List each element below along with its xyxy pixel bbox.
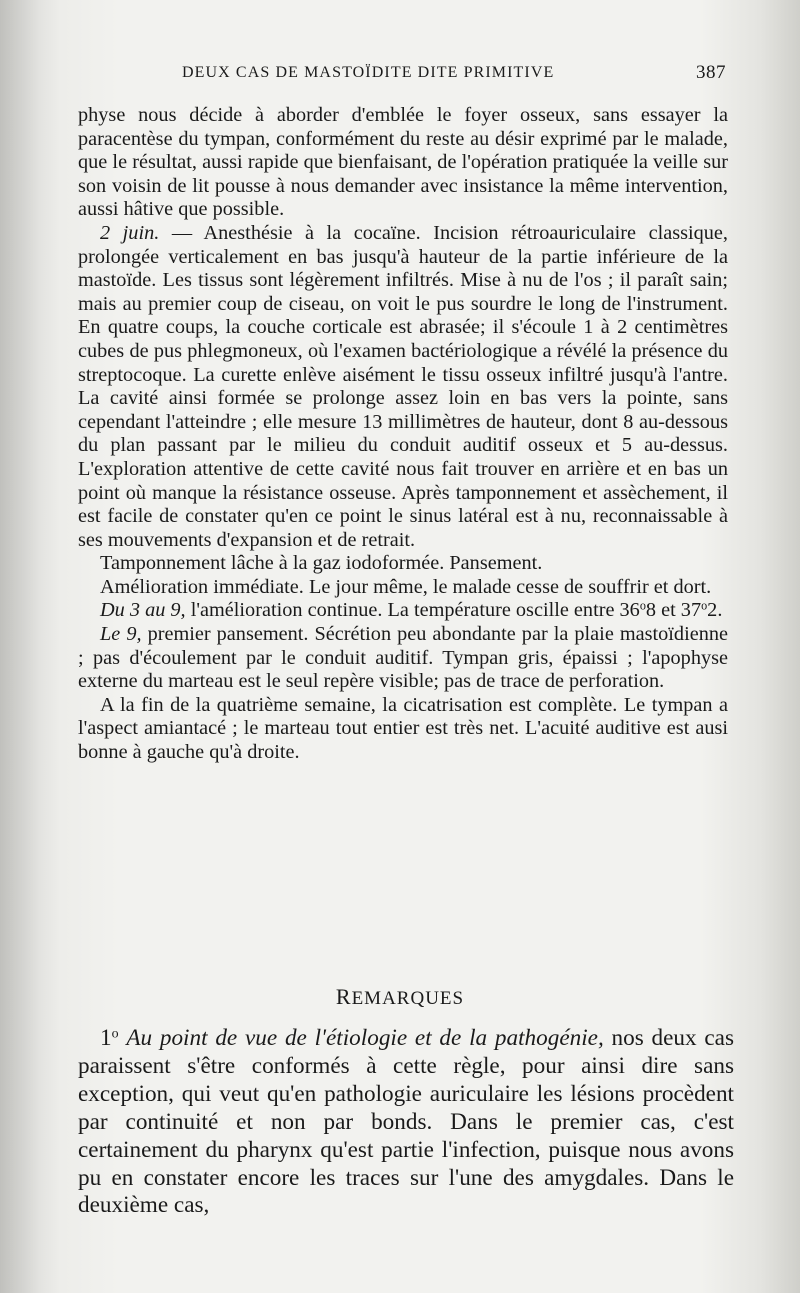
date-label: 2 juin. [100, 221, 160, 244]
paragraph: Amélioration immédiate. Le jour même, le malade cesse de souffrir et dort. [100, 575, 712, 598]
remarks-text [78, 1025, 734, 1220]
section-heading: REMARQUES [335, 984, 465, 1009]
paragraph: Tamponnement lâche à la gaz iodoformée. Pansement. [100, 552, 543, 575]
page-header [78, 62, 726, 88]
italic-lead: Au point de vue de l'étiologie et de la pathogénie, [126, 1025, 604, 1051]
paragraph: physe nous décide à aborder d'emblée le foyer osseux, sans essayer la paracentèse du tympan, conformément du reste au désir exprimé par le malade, que le résultat, aussi rapide que bienfaisant, de l'opération pratiquée la veille sur son voisin de lit pousse à nous demander avec insistance la même intervention, aussi hâtive que possible. [78, 104, 728, 221]
date-label: Du 3 au 9, [100, 599, 186, 622]
paragraph: Du 3 au 9, l'amélioration continue. La température oscille entre 36$^o$8 et 37$^o$2. [100, 598, 723, 622]
paragraph: A la fin de la quatrième semaine, la cicatrisation est complète. Le tympan a l'aspect amiantacé ; le marteau tout entier est très net. L'acuité auditive est ausi bonne à gauche qu'à droite. [78, 693, 728, 764]
paragraph: 1$^o$ Au point de vue de l'étiologie et de la pathogénie, nos deux cas paraissent s'être conformés à cette règle, pour ainsi dire sans exception, qui veut qu'en pathologie auriculaire les lésions procèdent par continuité et non par bonds. Dans le premier cas, c'est certainement du pharynx qu'est partie l'infection, puisque nous avons pu en constater encore les traces sur l'une des amygdales. Dans le deuxième cas, [78, 1025, 734, 1219]
paragraph: Le 9, premier pansement. Sécrétion peu abondante par la plaie mastoïdienne ; pas d'écoulement par le conduit auditif. Tympan gris, épaissi ; l'apophyse externe du marteau est le seul repère visible; pas de trace de perforation. [78, 623, 728, 693]
running-head: DEUX CAS DE MASTOÏDITE DITE PRIMITIVE [182, 64, 555, 81]
paragraph: 2 juin. — Anesthésie à la cocaïne. Incision rétroauriculaire classique, prolongée verticalement en bas jusqu'à hauteur de la partie inférieure de la mastoïde. Les tissus sont légèrement infiltrés. Mise à nu de l'os ; il paraît sain; mais au premier coup de ciseau, on voit le pus sourdre le long de l'instrument. En quatre coups, la couche corticale est abrasée; il s'écoule 1 à 2 centimètres cubes de pus phlegmoneux, où l'examen bactériologique a révélé la présence du streptocoque. La curette enlève aisément le tissu osseux infiltré jusqu'à l'antre. La cavité ainsi formée se prolonge assez loin en bas vers la pointe, sans cependant l'atteindre ; elle mesure 13 millimètres de hauteur, dont 8 au-dessous du plan passant par le milieu du conduit auditif osseux et 5 au-dessus. L'exploration attentive de cette cavité nous fait trouver en arrière et en bas un point où manque la résistance osseuse. Après tamponnement et assèchement, il est facile de constater qu'en ce point le sinus latéral est à nu, reconnaissable à ses mouvements d'expansion et de retrait. [78, 221, 728, 551]
page-number: 387 [696, 62, 726, 83]
date-label: Le 9, [100, 623, 142, 646]
case-report-text [78, 104, 728, 765]
binding-shadow [0, 0, 60, 1293]
